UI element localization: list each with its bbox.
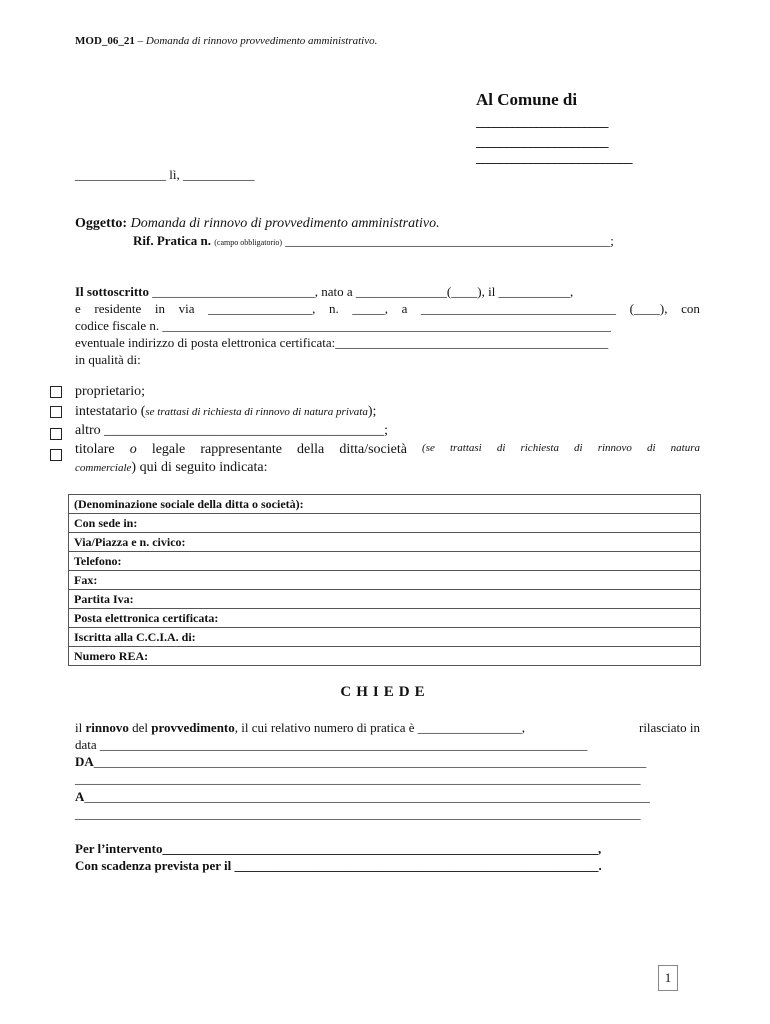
- table-row[interactable]: [69, 514, 701, 533]
- company-vat-cell[interactable]: Partita Iva:: [69, 590, 701, 609]
- word: o: [129, 442, 137, 457]
- option-holder-end: );: [367, 404, 377, 419]
- from-line[interactable]: [75, 754, 646, 770]
- place-date-line[interactable]: ______________ lì, ___________: [75, 167, 255, 182]
- request-line-1-text: [75, 720, 525, 736]
- to-label: A: [75, 789, 85, 804]
- to-field[interactable]: _______________________________________________________________________________________: [84, 789, 650, 804]
- option-legal-rep-line-2: [75, 460, 268, 476]
- word: residente: [94, 301, 142, 316]
- option-other[interactable]: altro ________________________________________;: [75, 423, 389, 438]
- option-holder-note: se trattasi di richiesta di rinnovo di natura privata: [145, 406, 368, 418]
- page-number: 1: [658, 965, 678, 991]
- checkbox-owner[interactable]: [50, 386, 62, 398]
- recipient-line-1[interactable]: ______________________: [476, 114, 608, 129]
- company-fax-cell[interactable]: Fax:: [69, 571, 701, 590]
- from-line-2[interactable]: _______________________________________________________________________________________: [75, 771, 641, 786]
- word: a: [401, 301, 408, 316]
- word: di: [647, 442, 656, 454]
- to-line-2[interactable]: _______________________________________________________________________________________: [75, 806, 641, 821]
- word: (se: [422, 442, 435, 454]
- checkbox-holder[interactable]: [50, 406, 62, 418]
- option-legal-rep-line-1: [75, 442, 700, 458]
- form-subtitle: Domanda di rinnovo provvedimento amministrativo.: [145, 35, 378, 47]
- province-field[interactable]: (____),: [629, 301, 668, 316]
- table-row[interactable]: [69, 590, 701, 609]
- subject-text: Domanda di rinnovo di provvedimento amministrativo.: [127, 216, 440, 231]
- to-line[interactable]: [75, 789, 650, 805]
- word: richiesta: [520, 442, 559, 454]
- company-details-table: [68, 494, 701, 666]
- word: in: [154, 301, 166, 316]
- checkbox-legal-rep[interactable]: [50, 449, 62, 461]
- word: rinnovo: [597, 442, 632, 454]
- table-row[interactable]: [69, 495, 701, 514]
- intervention-line[interactable]: Per l’intervento___________________________________________________________________,: [75, 841, 602, 856]
- table-row[interactable]: [69, 571, 701, 590]
- company-phone-cell[interactable]: Telefono:: [69, 552, 701, 571]
- company-name-cell[interactable]: (Denominazione sociale della ditta o società):: [69, 495, 701, 514]
- table-row[interactable]: [69, 552, 701, 571]
- document-header: [75, 35, 377, 47]
- table-row[interactable]: [69, 628, 701, 647]
- street-field[interactable]: ________________,: [208, 301, 316, 316]
- option-holder: [75, 404, 376, 420]
- word: del: [128, 720, 152, 735]
- word: natura: [670, 442, 700, 454]
- header-separator: –: [134, 35, 146, 47]
- option-owner: proprietario;: [75, 384, 145, 399]
- issued-label: rilasciato in: [638, 720, 700, 735]
- request-line-1[interactable]: [75, 720, 700, 736]
- city-field[interactable]: ______________________________: [421, 301, 616, 316]
- option-legal-rep-note: commerciale: [75, 462, 132, 474]
- from-field[interactable]: _____________________________________________________________________________________: [93, 754, 647, 769]
- table-row[interactable]: [69, 609, 701, 628]
- table-row[interactable]: [69, 647, 701, 666]
- from-label: DA: [75, 754, 94, 769]
- pec-line[interactable]: eventuale indirizzo di posta elettronica certificata:__________________________________________: [75, 335, 609, 350]
- word: il: [75, 720, 86, 735]
- company-address-cell[interactable]: Via/Piazza e n. civico:: [69, 533, 701, 552]
- company-pec-cell[interactable]: Posta elettronica certificata:: [69, 609, 701, 628]
- recipient-title: Al Comune di: [476, 90, 578, 109]
- word: e: [75, 301, 81, 316]
- option-legal-rep-end: ) qui di seguito indicata:: [131, 460, 268, 475]
- word: via: [178, 301, 195, 316]
- word: di: [574, 442, 583, 454]
- word: trattasi: [449, 442, 482, 454]
- capacity-label: in qualità di:: [75, 352, 141, 367]
- word: legale: [151, 442, 186, 457]
- practice-number-field[interactable]: , il cui relativo numero di pratica è ________________,: [234, 720, 526, 735]
- recipient-line-2[interactable]: ______________________: [476, 134, 608, 149]
- request-heading: CHIEDE: [340, 684, 430, 700]
- word: n.: [328, 301, 339, 316]
- declarant-line-2[interactable]: [75, 301, 700, 317]
- word-bold: rinnovo: [85, 720, 129, 735]
- company-seat-cell[interactable]: Con sede in:: [69, 514, 701, 533]
- recipient-line-3[interactable]: __________________________: [476, 150, 632, 165]
- expiry-line[interactable]: Con scadenza prevista per il ________________________________________________________.: [75, 858, 602, 873]
- option-holder-text: intestatario (: [75, 404, 146, 419]
- street-number-field[interactable]: _____,: [352, 301, 389, 316]
- tax-code-line[interactable]: codice fiscale n. _____________________________________________________________________: [75, 318, 611, 333]
- practice-reference-note: (campo obbligatorio): [214, 238, 282, 247]
- word: di: [496, 442, 506, 454]
- company-cciaa-cell[interactable]: Iscritta alla C.C.I.A. di:: [69, 628, 701, 647]
- word: con: [681, 301, 700, 316]
- practice-reference-line[interactable]: [133, 233, 614, 249]
- issue-date-line[interactable]: data ___________________________________________________________________________: [75, 737, 588, 752]
- table-row[interactable]: [69, 533, 701, 552]
- word: rappresentante: [200, 442, 282, 457]
- word: titolare: [75, 442, 115, 457]
- company-rea-cell[interactable]: Numero REA:: [69, 647, 701, 666]
- form-code: MOD_06_21: [75, 35, 135, 47]
- checkbox-other[interactable]: [50, 428, 62, 440]
- declarant-line-1[interactable]: [75, 284, 573, 300]
- practice-reference-label: Rif. Pratica n.: [133, 233, 211, 248]
- word: ditta/società: [339, 442, 407, 457]
- subject-label: Oggetto:: [75, 216, 128, 231]
- word-bold: provvedimento: [151, 720, 235, 735]
- declarant-birth-fields[interactable]: _________________________, nato a ______________(____), il ___________,: [149, 284, 574, 299]
- declarant-label: Il sottoscritto: [75, 284, 150, 299]
- subject-line: [75, 216, 440, 232]
- word: della: [297, 442, 325, 457]
- practice-reference-field[interactable]: __________________________________________________;: [282, 233, 614, 248]
